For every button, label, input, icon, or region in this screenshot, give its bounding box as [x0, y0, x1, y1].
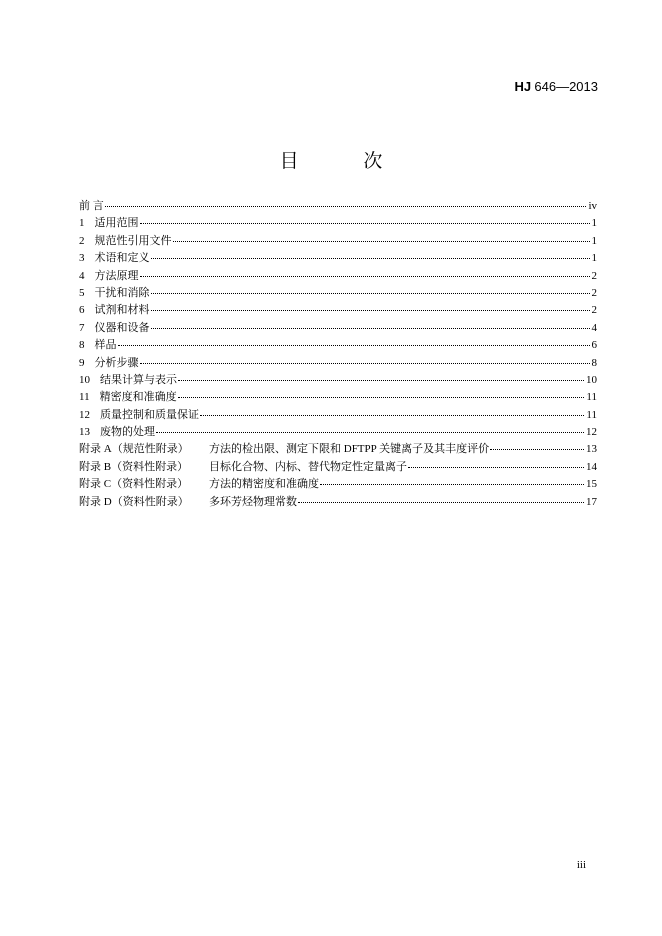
page-title: 目 次	[279, 151, 413, 172]
toc-appendix-entry[interactable]	[79, 476, 597, 493]
toc-entry[interactable]	[79, 337, 597, 354]
toc-entry[interactable]	[79, 407, 597, 424]
toc-entry-page: 2	[591, 286, 597, 299]
toc-entry-number: 10	[79, 373, 90, 386]
toc-entry-label: 质量控制和质量保证	[100, 408, 199, 421]
toc-entry-page: 1	[591, 234, 597, 247]
standard-code-number: 646—2013	[534, 79, 598, 94]
toc-entry-number: 5	[79, 286, 85, 299]
toc-entry-label: 适用范围	[94, 217, 139, 230]
toc-entry-label: 样品	[94, 339, 117, 352]
toc-dot-leader	[178, 396, 585, 398]
toc-dot-leader	[173, 240, 590, 242]
toc-entry-page: 1	[591, 252, 597, 265]
toc-entry-label: 结果计算与表示	[100, 373, 177, 386]
toc-entry-page: 6	[591, 339, 597, 352]
toc-entry-number: 11	[79, 391, 90, 404]
appendix-label: 附录 C（资料性附录）	[79, 478, 189, 491]
toc-dot-leader	[320, 483, 584, 485]
toc-appendix-entry[interactable]	[79, 459, 597, 476]
toc-entry-label: 仪器和设备	[94, 321, 150, 334]
toc-entry-label: 规范性引用文件	[94, 234, 172, 247]
table-of-contents	[79, 198, 597, 511]
toc-entry-page: 10	[586, 373, 597, 386]
toc-dot-leader	[151, 309, 590, 311]
toc-entry-number: 13	[79, 426, 90, 439]
toc-entry[interactable]	[79, 250, 597, 267]
appendix-title: 目标化合物、内标、替代物定性定量离子	[209, 460, 407, 473]
toc-entry-page: 12	[586, 426, 597, 439]
toc-entry[interactable]	[79, 233, 597, 250]
toc-appendix-entry[interactable]	[79, 441, 597, 458]
toc-dot-leader	[118, 344, 590, 346]
toc-entry[interactable]	[79, 268, 597, 285]
toc-dot-leader	[151, 257, 590, 259]
toc-dot-leader	[151, 327, 590, 329]
toc-entry[interactable]	[79, 389, 597, 406]
toc-entry-number: 3	[79, 252, 85, 265]
toc-dot-leader	[140, 362, 590, 364]
toc-dot-leader	[156, 431, 584, 433]
toc-entry-page: 4	[591, 321, 597, 334]
standard-code	[515, 79, 599, 95]
toc-entry-page: 2	[591, 269, 597, 282]
toc-entry-number: 6	[79, 304, 85, 317]
toc-entry-number: 1	[79, 217, 85, 230]
toc-entry-number: 2	[79, 234, 85, 247]
toc-entry-label: 精密度和准确度	[99, 391, 177, 404]
toc-entry-number: 4	[79, 269, 85, 282]
toc-entry-page: 11	[586, 408, 597, 421]
toc-entry[interactable]	[79, 302, 597, 319]
toc-entry[interactable]	[79, 372, 597, 389]
toc-appendix-entry[interactable]	[79, 494, 597, 511]
toc-entry-label: 术语和定义	[94, 252, 150, 265]
toc-entry[interactable]	[79, 355, 597, 372]
toc-entry-page: 2	[591, 304, 597, 317]
appendix-page: 17	[586, 495, 597, 508]
appendix-title: 方法的精密度和准确度	[209, 478, 319, 491]
appendix-label: 附录 A（规范性附录）	[79, 443, 189, 456]
appendix-label: 附录 D（资料性附录）	[79, 495, 189, 508]
toc-entry[interactable]	[79, 320, 597, 337]
toc-entry-label: 干扰和消除	[94, 286, 150, 299]
toc-dot-leader	[140, 222, 590, 224]
appendix-page: 15	[586, 478, 597, 491]
standard-code-prefix: HJ	[514, 79, 532, 94]
toc-entry-number: 8	[79, 339, 85, 352]
appendix-title: 多环芳烃物理常数	[209, 495, 297, 508]
toc-dot-leader	[298, 501, 584, 503]
toc-entry[interactable]	[79, 424, 597, 441]
toc-dot-leader	[140, 275, 590, 277]
toc-dot-leader	[408, 466, 584, 468]
appendix-label: 附录 B（资料性附录）	[79, 460, 189, 473]
appendix-page: 14	[586, 460, 597, 473]
toc-dot-leader	[200, 414, 584, 416]
page-number: iii	[576, 859, 586, 871]
toc-dot-leader	[178, 379, 584, 381]
toc-entry-number: 7	[79, 321, 85, 334]
toc-entry-label: 分析步骤	[94, 356, 139, 369]
toc-entry-page: iv	[588, 200, 597, 212]
toc-entry[interactable]	[79, 198, 597, 215]
toc-dot-leader	[151, 292, 590, 294]
toc-entry-label: 方法原理	[94, 269, 139, 282]
toc-entry-number: 9	[79, 356, 85, 369]
toc-entry-label: 废物的处理	[100, 426, 155, 439]
toc-entry[interactable]	[79, 215, 597, 232]
toc-entry-page: 11	[586, 391, 597, 404]
appendix-title: 方法的检出限、测定下限和 DFTPP 关键离子及其丰度评价	[209, 443, 490, 456]
toc-dot-leader	[490, 448, 584, 450]
appendix-page: 13	[586, 443, 597, 456]
toc-entry[interactable]	[79, 285, 597, 302]
toc-entry-page: 8	[591, 356, 597, 369]
toc-entry-page: 1	[591, 217, 597, 230]
toc-entry-label: 试剂和材料	[94, 304, 150, 317]
toc-entry-number: 12	[79, 408, 90, 421]
toc-dot-leader	[105, 205, 587, 207]
toc-entry-label: 前 言	[79, 200, 104, 212]
